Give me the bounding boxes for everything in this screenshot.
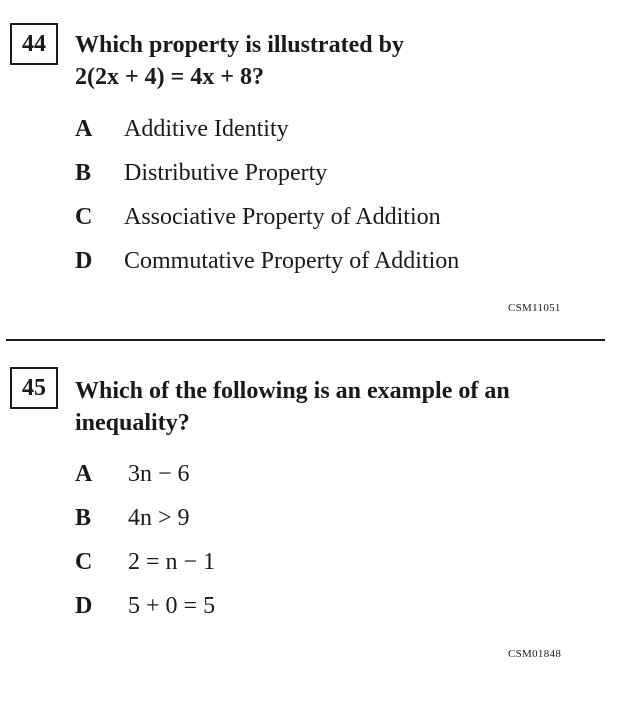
choice-letter: A [75, 116, 93, 142]
choice-text: Commutative Property of Addition [124, 248, 460, 274]
choice-45-a[interactable] [75, 459, 190, 489]
choice-expression: 2 = n − 1 [128, 549, 216, 575]
choice-letter: B [75, 160, 92, 186]
question-equation: 2(2x + 4) = 4x + 8? [75, 64, 265, 90]
question-prompt-line: inequality? [75, 410, 190, 436]
choice-expression: 3n − 6 [128, 461, 190, 487]
choice-letter: D [75, 248, 93, 274]
choice-44-b[interactable] [75, 158, 327, 188]
question-45-prompt [75, 375, 510, 439]
choice-44-a[interactable] [75, 114, 289, 144]
question-44-prompt [75, 29, 404, 93]
choice-letter: C [75, 204, 93, 230]
choice-letter: C [75, 549, 93, 575]
choice-expression: 5 + 0 = 5 [128, 593, 216, 619]
question-number: 44 [22, 30, 46, 57]
question-number-44-box [10, 23, 58, 65]
choice-text: Additive Identity [124, 116, 289, 142]
question-number: 45 [22, 374, 46, 401]
choice-letter: B [75, 505, 92, 531]
choice-expression: 4n > 9 [128, 505, 190, 531]
choice-44-c[interactable] [75, 202, 441, 232]
choice-text: Associative Property of Addition [124, 204, 441, 230]
choice-letter: A [75, 461, 93, 487]
choice-45-b[interactable] [75, 503, 190, 533]
choice-45-c[interactable] [75, 547, 215, 577]
question-prompt-line: Which property is illustrated by [75, 32, 404, 58]
section-divider [6, 339, 605, 341]
item-code-45: CSM01848 [508, 648, 562, 660]
choice-45-d[interactable] [75, 591, 215, 621]
question-prompt-line: Which of the following is an example of an [75, 378, 510, 404]
choice-letter: D [75, 593, 93, 619]
item-code-44: CSM11051 [508, 302, 561, 314]
question-number-45-box [10, 367, 58, 409]
choice-44-d[interactable] [75, 246, 459, 276]
choice-text: Distributive Property [124, 160, 328, 186]
